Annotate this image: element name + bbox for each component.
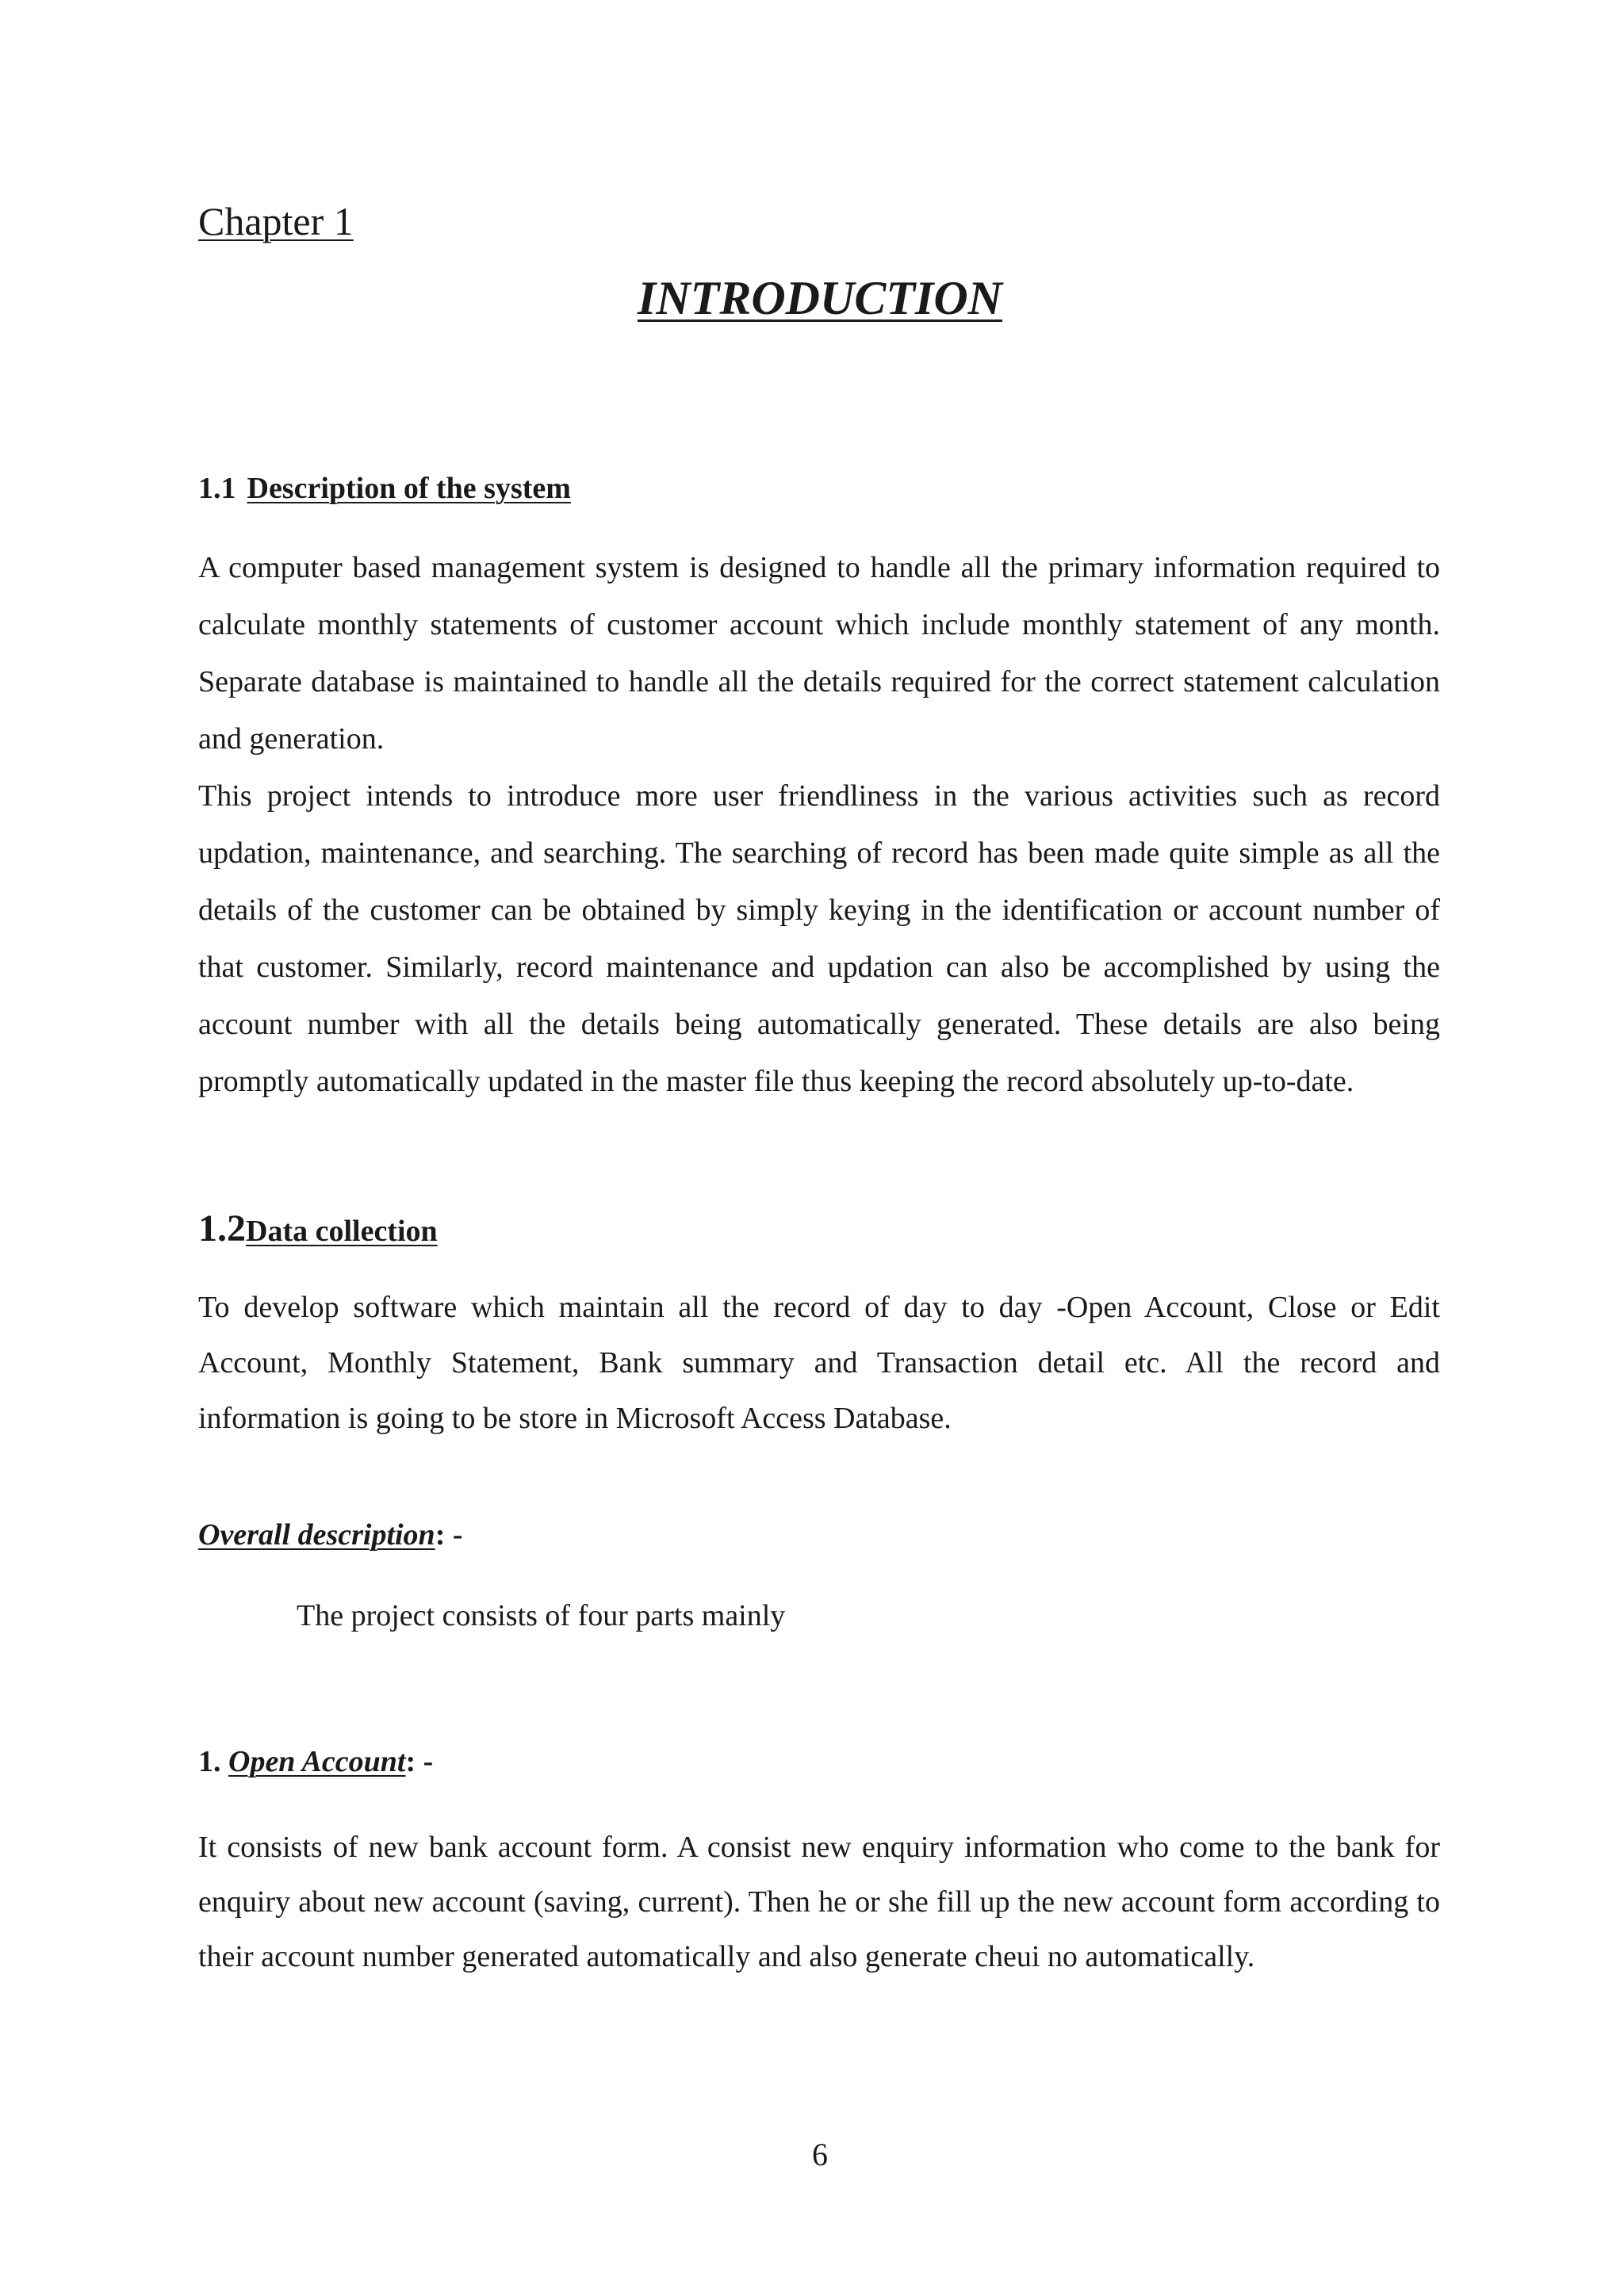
overall-description-suffix: : - <box>435 1518 463 1552</box>
description-paragraph-2: This project intends to introduce more user friendliness in the various activities such as record updation, maintenance, and searching. The searching of record has been made quite simple as all the details of the customer can be obtained by simply keying in the identification or account number of that customer. Similarly, record maintenance and updation can also be accomplished by using the account number with all the details being automatically generated. These details are also being promptly automatically updated in the master file thus keeping the record absolutely up-to-date. <box>198 779 1440 1098</box>
section-heading-data-collection <box>198 1207 438 1250</box>
page-number: 6 <box>812 2137 828 2172</box>
section-title: Description of the system <box>247 472 571 505</box>
description-paragraph-1: A computer based management system is designed to handle all the primary information required to calculate monthly statements of customer account which include monthly statement of any month. Separate database is maintained to handle all the details required for the correct statement calculation and generation. <box>198 551 1440 756</box>
overall-description-title: Overall description <box>198 1518 435 1552</box>
section-number: 1.2 <box>198 1207 246 1249</box>
overall-description-text: The project consists of four parts mainly <box>297 1599 786 1632</box>
open-account-paragraph: It consists of new bank account form. A consist new enquiry information who come to the bank for enquiry about new account (saving, current). Then he or she fill up the new account form according to their account number generated automatically and also generate cheui no automatically. <box>198 1831 1440 1973</box>
section-number: 1.1 <box>198 472 236 505</box>
open-account-suffix: : - <box>405 1745 434 1778</box>
section-title: Data collection <box>246 1215 438 1248</box>
chapter-label: Chapter 1 <box>198 199 354 243</box>
data-collection-paragraph: To develop software which maintain all the record of day to day -Open Account, Close or Edit Account, Monthly Statement, Bank summary and Transaction detail etc. All the record and information is going to be store in Microsoft Access Database. <box>198 1291 1440 1435</box>
open-account-heading <box>198 1744 433 1779</box>
overall-description-heading <box>198 1517 463 1552</box>
item-number: 1. <box>198 1745 221 1778</box>
section-heading-description <box>198 471 571 506</box>
open-account-title: Open Account <box>228 1745 406 1778</box>
chapter-title: INTRODUCTION <box>637 272 1003 324</box>
